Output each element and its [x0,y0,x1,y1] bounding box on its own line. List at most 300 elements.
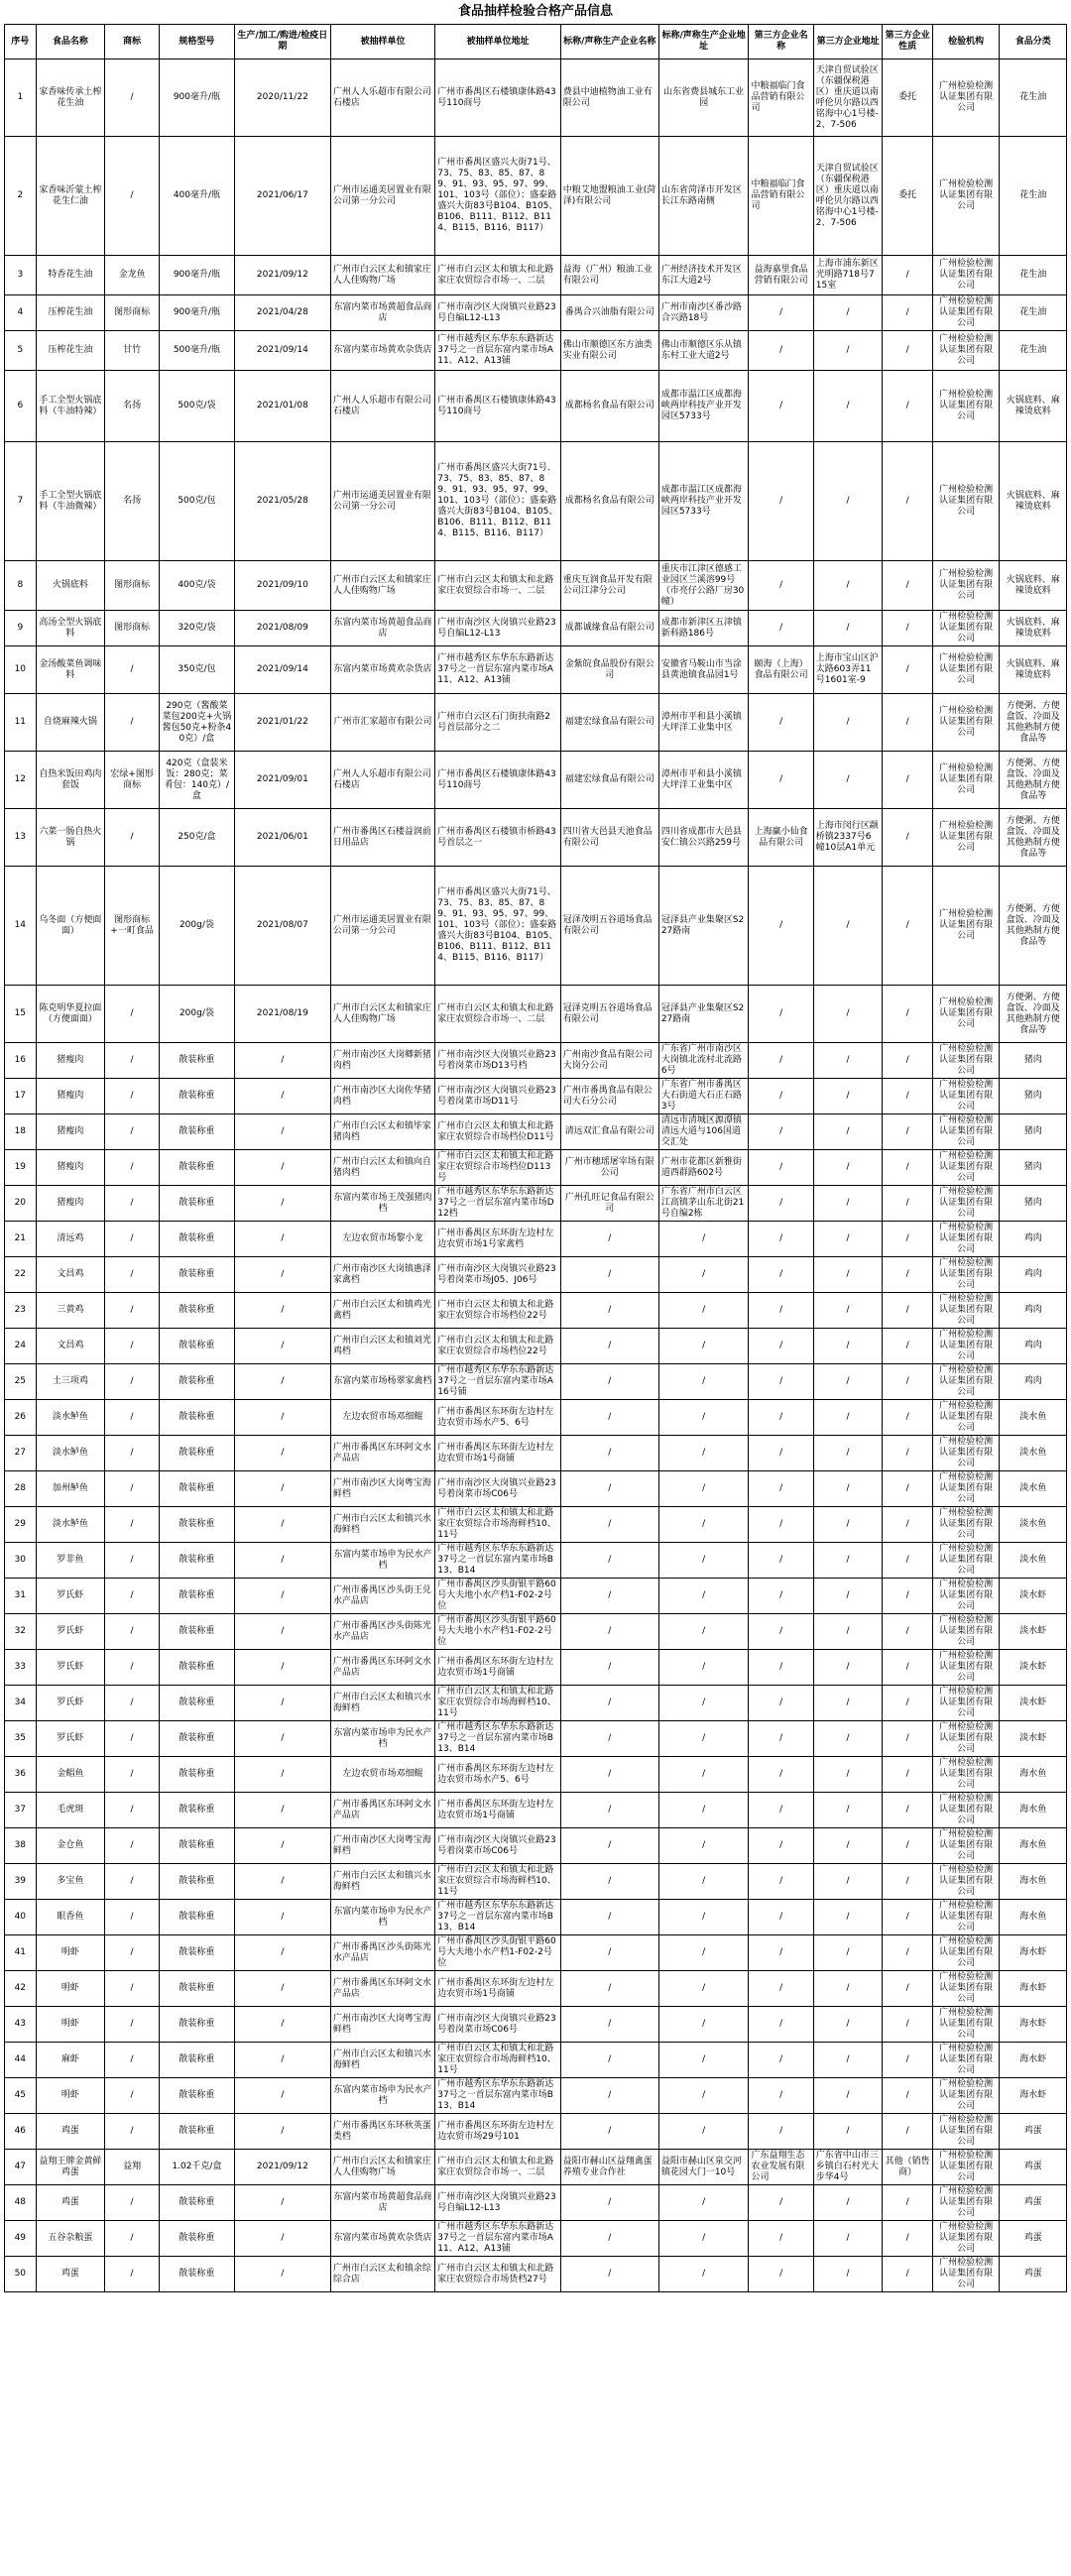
table-cell: 散装称重 [159,1721,234,1757]
table-cell: / [105,694,160,752]
table-cell: 广州检验检测认证集团有限公司 [932,1864,999,1900]
table-cell: 散装称重 [159,1293,234,1329]
table-cell: 广州市番禺区东环阿文水产品店 [330,1650,434,1686]
table-cell: 广州市运通美居置业有限公司第一分公司 [330,442,434,561]
table-cell: 猪肉 [1000,1079,1067,1114]
inspection-table [4,24,1067,2292]
table-cell: 广州检验检测认证集团有限公司 [932,1150,999,1186]
table-cell: 四川省大邑县天池食品有限公司 [560,809,658,867]
table-cell: 广州市南沙区大岗粤宝海鲜档 [330,1471,434,1507]
table-row [5,1329,1067,1364]
table-cell: 广州市番禺区沙头街银平路60号大夫地小水产档1-F02-2号位 [435,1579,560,1614]
table-row [5,1686,1067,1721]
table-cell: / [560,1507,658,1543]
table-cell: 2021/08/09 [234,611,330,646]
table-cell: 广州检验检测认证集团有限公司 [932,986,999,1043]
table-row [5,1436,1067,1471]
table-cell: 火锅底料、麻辣烫底料 [1000,611,1067,646]
table-cell: 广州市白云区太和镇太和北路家庄农贸综合市场一、二层 [435,2150,560,2185]
table-cell: / [813,295,883,331]
table-cell: / [883,1543,933,1579]
table-cell: / [234,1614,330,1650]
table-cell: 广州检验检测认证集团有限公司 [932,561,999,611]
table-cell: 38 [5,1828,37,1864]
table-cell: 高汤全型火锅底料 [36,611,105,646]
table-cell: 250克/盒 [159,809,234,867]
table-cell: 2021/08/19 [234,986,330,1043]
table-cell: / [560,1257,658,1293]
table-cell: / [883,1864,933,1900]
table-cell: 方便粥、方便盒饭、冷面及其他熟制方便食品等 [1000,867,1067,986]
table-cell: / [560,2114,658,2150]
table-cell: 金鲳鱼 [36,1757,105,1793]
table-cell: 海水虾 [1000,2043,1067,2078]
table-cell: / [883,1935,933,1971]
table-row [5,1400,1067,1436]
table-cell: 广州检验检测认证集团有限公司 [932,2150,999,2185]
table-cell: 广州检验检测认证集团有限公司 [932,331,999,371]
table-cell: / [658,1757,749,1793]
table-cell: 42 [5,1971,37,2007]
table-cell: 广州检验检测认证集团有限公司 [932,1043,999,1079]
table-cell: / [749,1364,813,1400]
column-header: 食品分类 [1000,25,1067,59]
table-cell: 散装称重 [159,1043,234,1079]
table-cell: / [813,1043,883,1079]
table-cell: / [560,1828,658,1864]
table-cell: 广州市白云区太和镇太和北路家庄农贸综合市场档位22号 [435,1293,560,1329]
table-cell: 45 [5,2078,37,2114]
table-cell: 广州市番禺区东环街左边村左边农贸市场1号家禽档 [435,1222,560,1257]
table-cell: / [234,2043,330,2078]
table-cell: / [883,1364,933,1400]
table-cell: / [749,1935,813,1971]
table-cell: 淡水鱼 [1000,1400,1067,1436]
table-cell: 图形商标 [105,611,160,646]
table-cell: 散装称重 [159,1400,234,1436]
table-cell: 冠泽县产业集聚区S227路南 [658,986,749,1043]
table-cell: 广州市白云区太和镇鸡光禽档 [330,1293,434,1329]
table-cell: 海水虾 [1000,2007,1067,2043]
table-cell: / [883,2257,933,2292]
table-cell: 佛山市顺德区东方油类实业有限公司 [560,331,658,371]
table-cell: 鸡蛋 [1000,2221,1067,2257]
table-cell: 广州市白云区太和镇余综综合店 [330,2257,434,2292]
table-cell: / [234,1721,330,1757]
table-cell: 8 [5,561,37,611]
table-cell: / [658,2043,749,2078]
table-cell: / [883,1614,933,1650]
table-row [5,256,1067,295]
table-cell: 广州检验检测认证集团有限公司 [932,1079,999,1114]
table-cell: / [813,1400,883,1436]
table-cell: 广州检验检测认证集团有限公司 [932,1222,999,1257]
table-cell: / [234,1507,330,1543]
table-cell: / [749,1900,813,1935]
table-cell: 广州市白云区太和镇太和北路家庄农贸综合市场海鲜档10、11号 [435,1864,560,1900]
table-cell: 广州市白云区太和镇家庄人人佳购物广场 [330,2150,434,2185]
table-cell: 广州市南沙区大岗镇兴业路23号自编L12-L13 [435,611,560,646]
table-cell: 陈克明华夏拉面（方便面面） [36,986,105,1043]
table-cell: 广州检验检测认证集团有限公司 [932,2043,999,2078]
table-cell: 广州市南沙区大岗镇兴业路23号着岗菜市场C06号 [435,1471,560,1507]
table-cell: 猪肉 [1000,1186,1067,1222]
table-cell: 广州市白云区太和镇兴水海鲜档 [330,2043,434,2078]
table-cell: 东富内菜市场黄欢杂货店 [330,646,434,694]
table-row [5,1186,1067,1222]
table-cell: / [105,1257,160,1293]
table-cell: / [883,1257,933,1293]
table-cell: 广州检验检测认证集团有限公司 [932,1614,999,1650]
table-cell: 广州检验检测认证集团有限公司 [932,1650,999,1686]
table-cell: 广州市番禺区盛兴大街71号、73、75、83、85、87、89、91、93、95、97、99、101、103号（部位）；盛泰路盛兴大街83号B104、B105、B106、B111、B112、B114、B115、B116、B117） [435,137,560,256]
table-cell: / [105,1150,160,1186]
table-cell: 广州市南沙区大岗粤宝海鲜档 [330,1828,434,1864]
table-cell: / [883,256,933,295]
table-cell: / [234,1329,330,1364]
table-cell: 方便粥、方便盒饭、冷面及其他熟制方便食品等 [1000,986,1067,1043]
table-cell: 广州检验检测认证集团有限公司 [932,1828,999,1864]
table-cell: 广州市白云区太和镇太和北路家庄农贸综合市场一、二层 [435,561,560,611]
table-cell: / [883,1329,933,1364]
table-cell: / [234,1114,330,1150]
table-cell: 广州市白云区太和镇毕家猪肉档 [330,1114,434,1150]
table-cell: / [883,1650,933,1686]
table-cell: 左边农贸市场邓细鲲 [330,1757,434,1793]
table-cell: / [883,2185,933,2221]
table-row [5,2257,1067,2292]
column-header: 第三方企业名称 [749,25,813,59]
table-cell: / [560,1721,658,1757]
table-cell: 猪瘦肉 [36,1079,105,1114]
table-cell: 200g/袋 [159,986,234,1043]
table-cell: / [813,1222,883,1257]
table-cell: / [658,1364,749,1400]
table-cell: 广东益翔生态农业发展有限公司 [749,2150,813,2185]
table-cell: 广州检验检测认证集团有限公司 [932,1257,999,1293]
table-cell: 23 [5,1293,37,1329]
column-header: 序号 [5,25,37,59]
table-cell: 广州检验检测认证集团有限公司 [932,1971,999,2007]
table-cell: 左边农贸市场黎小龙 [330,1222,434,1257]
table-cell: / [883,1828,933,1864]
table-cell: 广州人人乐超市有限公司石楼店 [330,59,434,137]
table-cell: 900毫升/瓶 [159,59,234,137]
table-cell: / [105,1650,160,1686]
table-cell: 成都杨名食品有限公司 [560,442,658,561]
table-cell: / [883,1757,933,1793]
table-cell: 罗氏虾 [36,1614,105,1650]
table-cell: 47 [5,2150,37,2185]
table-cell: / [105,1757,160,1793]
table-cell: 压榨花生油 [36,295,105,331]
table-cell: 福建宏绿食品有限公司 [560,752,658,809]
table-cell: 重庆市江津区德感工业园区兰溪溶99号（市亮仔公路厂房30幢） [658,561,749,611]
table-cell: 广州检验检测认证集团有限公司 [932,809,999,867]
table-cell: 900毫升/瓶 [159,256,234,295]
table-cell: 2021/09/10 [234,561,330,611]
table-cell: / [813,867,883,986]
table-cell: 淡水鲈鱼 [36,1400,105,1436]
table-cell: 广州孔旺记食品有限公司 [560,1186,658,1222]
table-row [5,1614,1067,1650]
table-cell: 火锅底料 [36,561,105,611]
table-cell: 淡水鲈鱼 [36,1507,105,1543]
table-cell: 广州市越秀区东华东东路新达37号之一首层东富内菜市场B13、B14 [435,2078,560,2114]
table-cell: 散装称重 [159,1507,234,1543]
table-cell: 14 [5,867,37,986]
table-row [5,611,1067,646]
table-cell: 广州市运通美居置业有限公司第一分公司 [330,867,434,986]
table-cell: 散装称重 [159,1828,234,1864]
table-cell: / [883,752,933,809]
table-cell: / [813,694,883,752]
table-cell: / [749,295,813,331]
table-cell: / [813,2007,883,2043]
table-cell: 金仓鱼 [36,1828,105,1864]
table-cell: 广州检验检测认证集团有限公司 [932,2257,999,2292]
table-cell: / [658,1686,749,1721]
table-cell: 鸡蛋 [36,2185,105,2221]
table-cell: 散装称重 [159,1329,234,1364]
table-cell: 委托 [883,137,933,256]
table-cell: / [749,1293,813,1329]
table-row [5,1222,1067,1257]
table-cell: 广州检验检测认证集团有限公司 [932,1543,999,1579]
table-cell: / [658,1614,749,1650]
table-cell: 广州市白云区太和镇太和北路家庄农贸综合市场海鲜档10、11号 [435,2043,560,2078]
table-cell: / [813,2043,883,2078]
table-cell: / [105,2114,160,2150]
table-cell: 冠泽县产业集聚区S227路南 [658,867,749,986]
table-cell: 重庆互润食品开发有限公司江津分公司 [560,561,658,611]
table-cell: 广州市番禺区盛兴大街71号、73、75、83、85、87、89、91、93、95、97、99、101、103号（部位）；盛泰路盛兴大街83号B104、B105、B106、B111、B112、B114、B115、B116、B117） [435,442,560,561]
table-cell: / [560,1757,658,1793]
table-cell: / [105,646,160,694]
column-header: 生产/加工/购进/检疫日期 [234,25,330,59]
table-cell: 散装称重 [159,2078,234,2114]
table-cell: / [749,1543,813,1579]
table-cell: / [813,1079,883,1114]
table-row [5,1757,1067,1793]
table-cell: 广州市番禺区东环街左边村左边农贸市场29号101 [435,2114,560,2150]
table-cell: 2021/09/14 [234,331,330,371]
table-cell: 散装称重 [159,2221,234,2257]
table-cell: 广州检验检测认证集团有限公司 [932,1900,999,1935]
table-cell: / [105,2257,160,2292]
table-cell: / [749,1828,813,1864]
table-cell: 淡水虾 [1000,1721,1067,1757]
table-cell: 海水鱼 [1000,1793,1067,1828]
table-cell: / [749,1114,813,1150]
table-cell: / [560,1935,658,1971]
table-cell: 三黄鸡 [36,1293,105,1329]
table-cell: 广州市白云区太和镇刘光鸡档 [330,1329,434,1364]
table-cell: 广州检验检测认证集团有限公司 [932,442,999,561]
table-cell: 散装称重 [159,1757,234,1793]
table-cell: 广州检验检测认证集团有限公司 [932,752,999,809]
table-cell: 方便粥、方便盒饭、冷面及其他熟制方便食品等 [1000,809,1067,867]
table-cell: 49 [5,2221,37,2257]
table-cell: 文昌鸡 [36,1329,105,1364]
table-cell: / [883,295,933,331]
table-cell: 广州人人乐超市有限公司石楼店 [330,371,434,442]
table-cell: 48 [5,2185,37,2221]
table-cell: 广州检验检测认证集团有限公司 [932,1293,999,1329]
table-cell: 麻虾 [36,2043,105,2078]
table-cell: 广州市番禺区沙头街银平路60号大夫地小水产档1-F02-2号位 [435,1614,560,1650]
table-cell: / [749,2221,813,2257]
table-cell: 冠泽克明五谷道场食品有限公司 [560,986,658,1043]
table-cell: 宏绿+图形商标 [105,752,160,809]
table-cell: / [883,1471,933,1507]
table-cell: 广州市越秀区东华东东路新达37号之一首层东富内菜市场A11、A12、A13铺 [435,331,560,371]
table-cell: / [749,371,813,442]
table-cell: / [105,1864,160,1900]
table-cell: / [234,1757,330,1793]
table-cell: 广州市汇家超市有限公司 [330,694,434,752]
table-cell: / [234,1579,330,1614]
table-cell: / [234,1079,330,1114]
table-cell: / [813,1864,883,1900]
table-cell: / [749,1757,813,1793]
table-cell: 益阳市赫山区泉交河镇花园大门一10号 [658,2150,749,2185]
table-cell: 广州市南沙区大岗镇兴业路23号着岗菜市场D13号档 [435,1043,560,1079]
table-cell: / [749,1650,813,1686]
table-cell: 广州市南沙区大岗卿新猪肉档 [330,1043,434,1079]
table-cell: / [749,1186,813,1222]
table-cell: 21 [5,1222,37,1257]
table-cell: 淡水鱼 [1000,1471,1067,1507]
table-cell: / [749,1864,813,1900]
table-row [5,809,1067,867]
table-cell: / [560,2221,658,2257]
table-cell: 散装称重 [159,1471,234,1507]
table-cell: / [234,1543,330,1579]
table-row [5,1043,1067,1079]
table-cell: / [658,1436,749,1471]
table-cell: 2021/05/28 [234,442,330,561]
table-cell: 2021/01/08 [234,371,330,442]
table-cell: 广州市番禺区东环街左边村左边农贸市场水产5、6号 [435,1400,560,1436]
table-row [5,1900,1067,1935]
table-body [5,59,1067,2292]
table-cell: 广州检验检测认证集团有限公司 [932,1436,999,1471]
table-cell: / [105,1935,160,1971]
table-cell: / [105,1721,160,1757]
table-cell: / [105,59,160,137]
table-cell: 广州市白云区太和镇太和北路家庄农贸综合市场海鲜档10、11号 [435,1686,560,1721]
table-cell: 淡水虾 [1000,1614,1067,1650]
table-cell: 4 [5,295,37,331]
table-cell: 成都市新津区五津镇新科路186号 [658,611,749,646]
table-cell: 中粮艾地盟粮油工业(菏泽)有限公司 [560,137,658,256]
table-cell: / [813,1257,883,1293]
table-cell: / [883,561,933,611]
table-cell: 猪瘦肉 [36,1043,105,1079]
table-cell: 广州检验检测认证集团有限公司 [932,1400,999,1436]
table-cell: 广州检验检测认证集团有限公司 [932,1507,999,1543]
table-cell: / [105,1793,160,1828]
table-cell: / [105,1186,160,1222]
table-cell: 明虾 [36,2078,105,2114]
table-cell: 名扬 [105,371,160,442]
table-row [5,1114,1067,1150]
table-cell: 散装称重 [159,2257,234,2292]
table-cell: / [749,1614,813,1650]
table-cell: / [560,2185,658,2221]
column-header: 商标 [105,25,160,59]
table-cell: / [234,2114,330,2150]
column-header: 标称/声称生产企业地址 [658,25,749,59]
table-cell: 广州市番禺区石楼镇康体路43号110商号 [435,371,560,442]
table-cell: / [105,1971,160,2007]
table-cell: 广州检验检测认证集团有限公司 [932,1186,999,1222]
table-row [5,1721,1067,1757]
table-cell: 罗氏虾 [36,1686,105,1721]
table-row [5,752,1067,809]
table-cell: 福建宏绿食品有限公司 [560,694,658,752]
table-cell: 益阳市赫山区益翔禽蛋养殖专业合作社 [560,2150,658,2185]
table-cell: / [105,1579,160,1614]
table-row [5,1293,1067,1329]
table-cell: 图形商标 [105,295,160,331]
table-cell: 上海市浦东新区光明路718号715室 [813,256,883,295]
table-cell: / [560,1686,658,1721]
table-cell: / [234,1686,330,1721]
table-cell: / [813,611,883,646]
table-cell: 散装称重 [159,2007,234,2043]
table-row [5,1864,1067,1900]
table-cell: / [105,1364,160,1400]
table-cell: / [234,2221,330,2257]
table-cell: 广州检验检测认证集团有限公司 [932,2078,999,2114]
table-cell: / [813,2221,883,2257]
table-cell: / [105,2185,160,2221]
table-cell: / [105,2043,160,2078]
table-cell: 广州市南沙区大岗镇惠泽家禽档 [330,1257,434,1293]
table-cell: / [813,1614,883,1650]
table-row [5,2078,1067,2114]
table-cell: / [105,986,160,1043]
table-cell: 1 [5,59,37,137]
table-cell: 7 [5,442,37,561]
table-cell: 31 [5,1579,37,1614]
table-cell: / [560,1543,658,1579]
table-cell: / [813,1971,883,2007]
table-cell: / [560,1900,658,1935]
table-cell: / [234,1900,330,1935]
table-cell: / [883,2114,933,2150]
table-cell: 上海市宝山区沪太路603弄11号1601室-9 [813,646,883,694]
table-cell: 鸡肉 [1000,1329,1067,1364]
table-cell: 手工全型火锅底料（牛油特辣） [36,371,105,442]
table-cell: 金龙鱼 [105,256,160,295]
table-cell: / [658,1971,749,2007]
column-header: 检验机构 [932,25,999,59]
table-cell: / [658,1721,749,1757]
table-cell: 广州市白云区太和镇兴水海鲜档 [330,1864,434,1900]
table-cell: 图形商标+一町食品 [105,867,160,986]
table-cell: 广州市番禺区沙头街王兑水产品店 [330,1579,434,1614]
table-cell: 清远双汇食品有限公司 [560,1114,658,1150]
table-cell: 家香味沂蒙土榨花生仁油 [36,137,105,256]
table-row [5,2221,1067,2257]
table-cell: / [234,1436,330,1471]
table-cell: 鸡蛋 [1000,2150,1067,2185]
table-cell: / [749,1400,813,1436]
table-cell: 广州市白云区太和镇兴水海鲜档 [330,1507,434,1543]
